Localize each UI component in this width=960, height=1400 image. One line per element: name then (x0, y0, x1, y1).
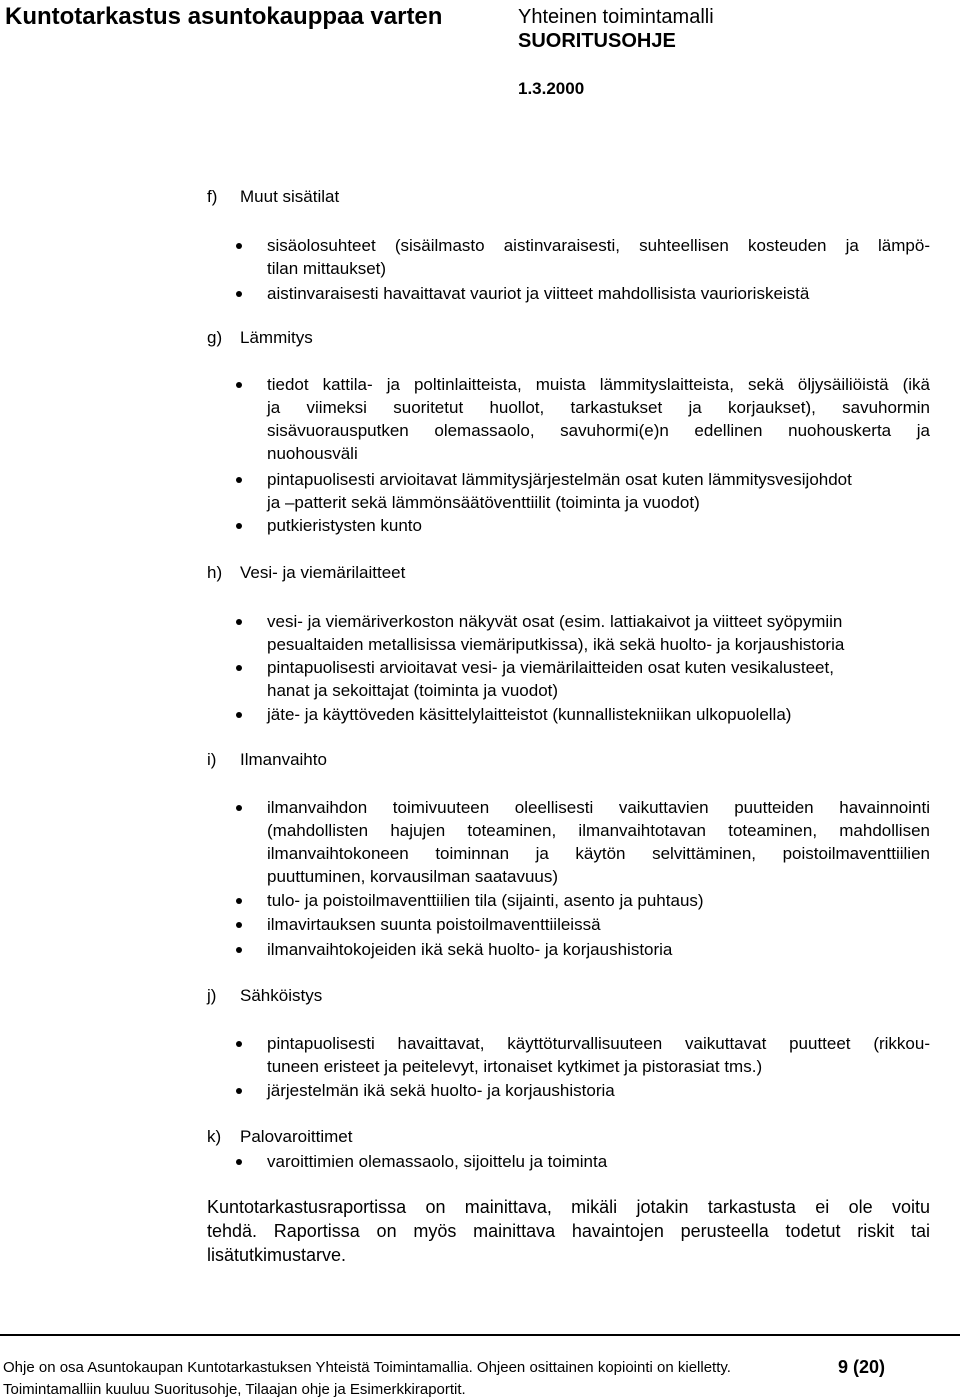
bullet-icon (236, 898, 242, 904)
footer-note-line2: Toimintamalliin kuuluu Suoritusohje, Tilaajan ohje ja Esimerkkiraportit. (3, 1381, 466, 1398)
section-letter: g) (207, 328, 223, 347)
bullet-icon (236, 523, 242, 529)
section-letter: j) (207, 986, 217, 1005)
list-item: pintapuolisesti arvioitavat vesi- ja viemärilaitteiden osat kuten vesikalusteet, hanat ja sekoittajat (toiminta ja vuodot) (236, 656, 930, 702)
section-letter: k) (207, 1127, 222, 1146)
section-title: Ilmanvaihto (240, 750, 327, 769)
section-title: Muut sisätilat (240, 187, 340, 206)
list-item: varoittimien olemassaolo, sijoittelu ja toiminta (236, 1150, 930, 1173)
section-heading-h (207, 562, 405, 584)
bullet-icon (236, 712, 242, 718)
section-letter: h) (207, 563, 223, 582)
section-title: Lämmitys (240, 328, 313, 347)
bullet-icon (236, 619, 242, 625)
list-item: pintapuolisesti havaittavat, käyttöturvallisuuteen vaikuttavat puutteet (rikkou- tuneen eristeet ja peitelevyt, irtonaiset kytkimet ja pistorasiat tms.) (236, 1032, 930, 1078)
list-item: pintapuolisesti arvioitavat lämmitysjärjestelmän osat kuten lämmitysvesijohdot ja –patterit sekä lämmönsäätöventtiilit (toiminta ja vuodot) (236, 468, 930, 514)
bullet-icon (236, 947, 242, 953)
section-title: Vesi- ja viemärilaitteet (240, 563, 406, 582)
list-item: tiedot kattila- ja poltinlaitteista, muista lämmityslaitteista, sekä öljysäiliöistä (ikä ja viimeksi suoritetut huollot, tarkastukset ja korjaukset), savuhormin sisävuorausputken olemassaolo, savuhormi(e)n edellinen nuohouskerta ja nuohousväli (236, 373, 930, 465)
section-heading-k (207, 1126, 352, 1148)
list-item: järjestelmän ikä sekä huolto- ja korjaushistoria (236, 1079, 930, 1102)
section-title: Sähköistys (240, 986, 323, 1005)
bullet-icon (236, 1159, 242, 1165)
list-item: tulo- ja poistoilmaventtiilien tila (sijainti, asento ja puhtaus) (236, 889, 930, 912)
footer-divider (0, 1334, 960, 1336)
document-title: Kuntotarkastus asuntokauppaa varten (5, 3, 443, 30)
list-item: aistinvaraisesti havaittavat vauriot ja viitteet mahdollisista vaurioriskeistä (236, 282, 930, 305)
section-heading-i (207, 749, 327, 771)
list-item: sisäolosuhteet (sisäilmasto aistinvaraisesti, suhteellisen kosteuden ja lämpö- tilan mittaukset) (236, 234, 930, 280)
bullet-icon (236, 665, 242, 671)
list-item: jäte- ja käyttöveden käsittelylaitteistot (kunnallistekniikan ulkopuolella) (236, 703, 930, 726)
bullet-icon (236, 243, 242, 249)
list-item: ilmanvaihdon toimivuuteen oleellisesti vaikuttavien puutteiden havainnointi (mahdollisten hajujen toteaminen, ilmanvaihtotavan toteaminen, mahdollisen ilmanvaihtokoneen toiminnan ja käytön selvittäminen, poistoilmaventtiilien puuttuminen, korvausilman saatavuus) (236, 796, 930, 888)
list-item: vesi- ja viemäriverkoston näkyvät osat (esim. lattiakaivot ja viitteet syöpymiin pesualtaiden metallisissa viemäriputkissa), ikä sekä huolto- ja korjaushistoria (236, 610, 930, 656)
section-heading-f (207, 186, 339, 208)
bullet-icon (236, 477, 242, 483)
header-doc-type: SUORITUSOHJE (518, 30, 676, 52)
list-item: ilmanvaihtokojeiden ikä sekä huolto- ja korjaushistoria (236, 938, 930, 961)
conclusion-paragraph: Kuntotarkastusraportissa on mainittava, mikäli jotakin tarkastusta ei ole voitu tehdä. Raportissa on myös mainittava havaintojen perusteella todetut riskit tai lisätutkimustarve. (207, 1197, 930, 1265)
header-date: 1.3.2000 (518, 79, 585, 98)
bullet-icon (236, 1041, 242, 1047)
page-number: 9 (20) (838, 1357, 886, 1377)
list-item: putkieristysten kunto (236, 514, 930, 537)
section-title: Palovaroittimet (240, 1127, 353, 1146)
bullet-icon (236, 382, 242, 388)
section-letter: f) (207, 187, 218, 206)
footer-note-line1: Ohje on osa Asuntokaupan Kuntotarkastuksen Yhteistä Toimintamallia. Ohjeen osittainen kopiointi on kielletty. (3, 1359, 731, 1376)
list-item: ilmavirtauksen suunta poistoilmaventtiileissä (236, 913, 930, 936)
bullet-icon (236, 922, 242, 928)
section-letter: i) (207, 750, 217, 769)
header-organization: Yhteinen toimintamalli (518, 6, 714, 28)
bullet-icon (236, 291, 242, 297)
section-heading-g (207, 327, 313, 349)
bullet-icon (236, 1088, 242, 1094)
section-heading-j (207, 985, 322, 1007)
bullet-icon (236, 805, 242, 811)
